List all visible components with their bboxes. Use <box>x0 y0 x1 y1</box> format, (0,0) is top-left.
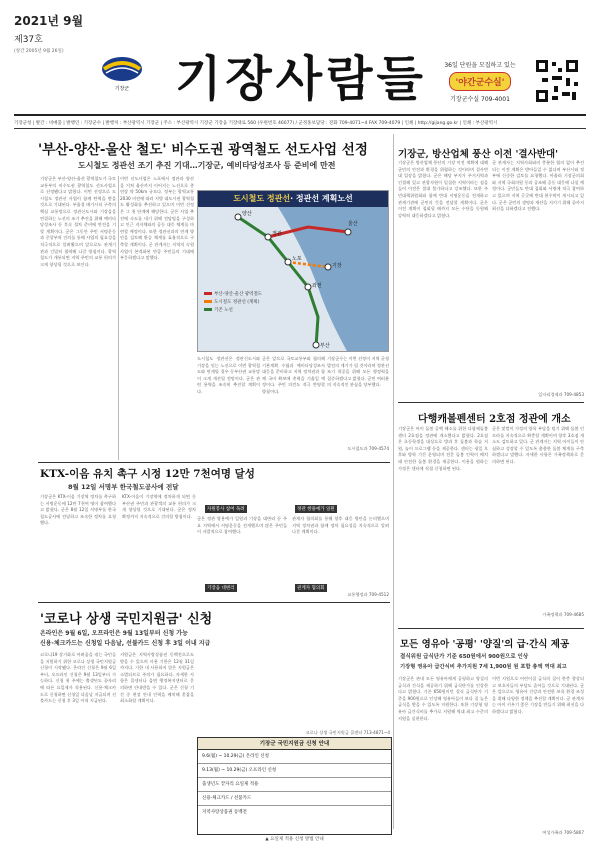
emblem-label: 기장군 <box>114 86 130 92</box>
station-marker <box>265 234 271 240</box>
station-marker <box>325 264 331 270</box>
qr-code-icon[interactable] <box>534 58 580 104</box>
legend-item: 기존 노선 <box>204 307 270 315</box>
right-mid-column-1: 기장군은 아이 돌봄 공백 해소를 위한 다함께돌봄센터 2호점을 정관에 개소했다고 밝혔다. 2호점은 초등학생을 대상으로 방과 후 돌봄과 학습 지원, 놀이 프로그램 등을 제공한다. 센터는 평일 오후와 방학 기간 운영되며 전문 돌봄 인력이 배치돼 안전한 돌봄 환경을 제공한다. 이용을 원하는 가정은 센터에 직접 신청하면 된다. <box>398 426 488 471</box>
station-label: 좌천 <box>312 283 322 289</box>
covid-column-2: 지원금은 지역사랑상품권 동백전으로도 받을 수 있으며 사용 기한은 12월 31일까지다. 기한 내 사용하지 않은 지원금은 소멸되므로 주의가 필요하다. 자세한 사항은 콜센터나 읍면 행정복지센터로 문의하면 안내받을 수 있다. 군은 신청 기간 중 현장 안내 인력을 배치해 혼잡을 최소화할 계획이다. <box>120 652 194 704</box>
schedule-table <box>197 737 392 835</box>
schedule-caption: ▲ 요일제 적용 신청 방법 안내 <box>265 837 324 842</box>
promo-line-2: 기장군수실 709-4001 <box>450 96 510 103</box>
photo-label-4: 관계자 협의회 <box>297 586 325 591</box>
main-story-column-3: 도시철도 정관선은 정관신도시와 기장을 잇는 노선으로 이번 광역철도와 연계될 경우 동부산권 교통망이 크게 개선될 전망이다. 군은 관련 용역을 조속히 추진할 계획이다. <box>197 356 260 394</box>
ktx-column-3: 군은 정관 쌍용예가 일원과 기장읍 대변리 등 주요 지역에서 서명운동을 전개했으며 많은 주민들이 자발적으로 참여했다. <box>197 516 287 535</box>
legend-item: 부산-양산-울산 광역철도 <box>204 291 270 299</box>
main-headline-title: 비수도권 광역철도 선도사업 선정 <box>171 142 368 158</box>
ktx-column-2: KTX-이음이 기장역에 정차하게 되면 동부산권 주민과 관광객의 교통 편의가 크게 향상될 것으로 기대된다. 군은 정차 확정까지 지속적으로 건의할 방침이다. <box>122 494 196 519</box>
legend-item: 도시철도 정관선 (계획) <box>204 299 270 307</box>
ktx-subheadline: 8월 12일 서명부 한국철도공사에 전달 <box>68 483 179 491</box>
right-mid-headline: 다행캐볼펜센터 2호점 정관에 개소 <box>418 414 571 425</box>
right-top-column-1: 기장군은 방산업체 풍산의 기장 이전 계획에 대해 군민의 안전과 환경을 위협하는 것이라며 결사반대 입장을 밝혔다. 군은 해당 부지가 주거지역과 인접해 있고 관광자원이 밀집한 지역이라는 점을 들어 이전은 절대 불가하다고 강조했다. 또한 주민대책위원회와 함께 반대 서명운동을 전개하고 관계기관에 군민의 뜻을 전달할 계획이다. 군은 이전 계획이 철회될 때까지 모든 수단을 동원해 강력히 대응하겠다고 밝혔다. <box>398 160 488 218</box>
founded-date: (창간 2005년 9월 26일) <box>14 49 64 54</box>
right-top-byline: 일자리경제과 709-4853 <box>538 392 584 397</box>
station-label: 울산 <box>348 221 358 227</box>
photo-label-2: 정관 쌍용예가 일원 <box>297 507 335 512</box>
schedule-row: 9.13(월) ~ 10.29(금) 오프라인 신청 <box>198 764 391 778</box>
covid-subheadline-a: 온라인은 9월 6일, 오프라인은 9월 13일부터 신청 가능 <box>40 630 188 637</box>
childcare-subheadline-b: 기장형 영유아 급간식비 추가지원 7세 1,900원 원 포함 총액 역대 최고 <box>400 664 567 670</box>
main-subheadline: 도시철도 정관선 조기 추진 기대…기장군, 예비타당성조사 등 준비에 만전 <box>78 161 336 170</box>
station-label: 정관 <box>272 231 282 237</box>
station-marker <box>285 259 291 265</box>
childcare-column-2: 이번 지원으로 어린이집 급식의 질이 한층 향상되고 보호자들의 부담도 줄어들 것으로 기대된다. 군은 앞으로도 영유아 건강과 안전한 보육 환경 조성을 위해 다양한 정책을 추진할 계획이다. 군 관계자는 아이 키우기 좋은 기장을 만들기 위해 최선을 다하겠다고 밝혔다. <box>492 676 584 714</box>
ktx-column-1: 기장군은 KTX-이음 기장역 정차를 촉구하는 서명운동에 12만 7천여 명이 참여했다고 밝혔다. 군은 8월 12일 서명부를 한국철도공사에 전달하고 조속한 정차를 요청했다. <box>40 494 116 526</box>
ktx-headline: KTX-이음 유치 촉구 시정 12만 7천여명 달성 <box>40 468 255 480</box>
gijang-emblem-logo <box>100 55 144 92</box>
newspaper-title: 기장사람들 <box>175 51 427 107</box>
night-office-promo <box>430 60 530 103</box>
main-story-column-4: 군은 앞으로 국토교통부와 협의해 기본계획 수립과 예비타당성조사 대응을 준비하고 지역 정치권과 함께 국비 확보에 총력을 기울일 예정이다. 주민 의견도 적극 반영할 방침이다. <box>262 356 325 394</box>
covid-headline: '코로나 상생 국민지원금' 신청 <box>40 612 213 627</box>
map-title <box>198 191 388 207</box>
photo-label-3: 기장읍 대변리 <box>207 586 235 591</box>
map-title-a: 도시철도 정관선 <box>233 194 291 203</box>
schedule-row: 9.6(월) ~ 10.29(금) 온라인 신청 <box>198 750 391 764</box>
station-label: 노포 <box>292 256 302 262</box>
masthead-rule <box>14 114 586 116</box>
issue-info <box>14 12 84 54</box>
promo-badge: '야간군수실' <box>449 72 512 91</box>
station-marker <box>305 284 311 290</box>
main-headline-pre: '부산-양산-울산 철도' <box>38 142 167 158</box>
station-label: 부산 <box>320 343 330 349</box>
schedule-title: 기장군 국민지원금 신청 안내 <box>198 738 391 750</box>
main-story-column-1: 기장군은 부산-양산-울산 광역철도가 국토교통부의 비수도권 광역철도 선도사업으로 선정됐다고 밝혔다. 이번 선정으로 도시철도 정관선 사업이 함께 탄력을 받을 것으로 기대된다. 부울경 메가시티 구축의 핵심 교통망으로 정관신도시와 기장읍을 연결하는 노선의 조기 추진을 위해 예비타당성조사 등 후속 절차 준비에 만전을 기할 계획이다. 군은 그동안 주민 서명운동과 중앙부처 건의를 통해 사업의 필요성을 적극적으로 알려왔으며 앞으로도 관계기관과 긴밀히 협력해 나갈 방침이다. 광역철도가 개통되면 지역 주민의 교통 편의가 크게 향상될 것으로 보인다. <box>40 176 116 267</box>
covid-byline: 코로나 상생 국민지원금 콜센터 713-4871~4 <box>305 730 390 735</box>
covid-subheadline-b: 신용·체크카드는 신청일 다음날, 선불카드 신청 후 3일 이내 지급 <box>40 640 211 647</box>
schedule-row: 출생년도 끝자리 요일제 적용 <box>198 778 391 792</box>
main-story-column-5: 기장군수는 이번 선정이 지역 균형발전의 계기가 될 것이라며 정관선 조기 착공을 위해 모든 행정력을 집중하겠다고 밝혔다. 군민 여러분의 지속적인 관심을 당부했다. <box>327 356 389 388</box>
schedule-row: 지역사랑상품권 동백전 <box>202 810 247 815</box>
map-legend <box>204 291 270 315</box>
covid-column-1: 코로나19 장기화로 어려움을 겪는 국민들을 지원하기 위한 코로나 상생 국민지원금 신청이 시작됐다. 온라인 신청은 9월 6일부터, 오프라인 신청은 9월 13일부터 가능하다. 신청 첫 주에는 출생년도 끝자리에 따른 요일제가 적용된다. 신용·체크카드로 신청하면 신청일 다음날 지급되며 선불카드는 신청 후 3일 이내 지급된다. <box>40 652 116 704</box>
right-mid-column-2: 군은 맞벌이 가정의 양육 부담을 덜기 위해 돌봄 인프라를 지속적으로 확충할 계획이며 향후 3호점 개소도 검토하고 있다. 군 관계자는 지역 아이들이 안심하고 성장할 수 있도록 촘촘한 돌봄 체계를 구축하겠다고 말했다. 자세한 사항은 가족정책과로 문의하면 된다. <box>492 426 584 464</box>
promo-line-1: 36일 단원을 모집하고 있는 <box>444 62 516 69</box>
map-title-b: · 정관선 계획노선 <box>290 194 353 203</box>
main-headline <box>38 138 368 158</box>
childcare-headline: 모든 영유아 '공평' '양질'의 급·간식 제공 <box>400 639 570 650</box>
childcare-column-1: 기장군은 관내 모든 영유아에게 공평하고 양질의 급식과 간식을 제공하기 위해 급식단가를 인상한다고 밝혔다. 기존 650원이던 결식 급식단가 기준을 900원으로 인상해 영유아들이 보다 질 높은 급식을 받을 수 있도록 지원한다. 또한 기장형 영유아 급간식비를 추가로 지원해 역대 최고 수준의 지원을 실현한다. <box>398 676 488 721</box>
right-top-headline: 기장군, 방산업체 풍산 이전 '결사반대' <box>398 149 559 160</box>
publisher-info: 기장군청 | 발간 : 비매품 | 발행인 : 기장군수 | 발행처 : 부산광역시 기장군 | 주소 : 부산광역시 기장군 기장읍 기장대로 560 (우편번호 46077) / 군정홍보담당 : 전화 709-4071~4 FAX 709-4079 | 인쇄 | http://gijang.go.kr | 인쇄 : 부산광역시 <box>14 121 498 126</box>
photo-label-1: 자원봉사 참여 독려 <box>207 507 245 512</box>
station-marker <box>313 342 319 348</box>
emblem-icon <box>100 55 144 83</box>
schedule-row: 신용·체크카드 / 선불카드 <box>198 792 391 806</box>
main-story-byline: 도시철도과 709-4574 <box>347 446 389 451</box>
ktx-column-4: 관계자 협의회를 통해 향후 대응 방안을 논의했으며 지역 정치권과 함께 정차 필요성을 지속적으로 알려 나갈 계획이다. <box>292 516 389 535</box>
issue-date: 2021년 9월 <box>14 14 84 28</box>
station-label: 양산 <box>242 211 252 217</box>
station-marker <box>345 229 351 235</box>
railway-route-map <box>197 190 389 352</box>
main-story-column-2: 이번 선도사업은 노포에서 정관과 양산을 거쳐 울산까지 이어지는 노선으로 총 연장 약 50km 규모다. 정부는 광역교통 2030 비전에 따라 지방 대도시권 광역철도 활성화를 추진하고 있으며 이번 선정은 그 첫 단계에 해당한다. 군은 사업 추진에 속도를 내기 위해 전담팀을 구성하고 인근 지자체와의 공동 대응 체계를 마련할 예정이다. 또한 정관선과의 연계 방안을 검토해 환승 체계를 효율적으로 구축할 계획이다. 군 관계자는 지역의 숙원사업이 본격화된 만큼 주민들의 기대에 부응하겠다고 말했다. <box>120 176 194 261</box>
masthead-rule-bottom <box>14 128 586 129</box>
map-graphic <box>198 207 389 352</box>
childcare-byline: 여성가족과 709-5867 <box>542 830 584 835</box>
station-label: 기장 <box>332 263 342 269</box>
ktx-byline: 교통행정과 709-4512 <box>347 592 389 597</box>
station-marker <box>235 214 241 220</box>
issue-number: 제37호 <box>14 35 43 45</box>
childcare-subheadline-a: 결식위원 급식단가 기준 650원에서 900원으로 인상 <box>400 654 529 660</box>
right-mid-byline: 가족정책과 709-4685 <box>542 612 584 617</box>
right-top-column-2: 군 관계자는 지역사회와의 충분한 협의 없이 추진되는 이전 계획은 받아들일 수 없다며 부산시와 정부에 신중한 검토를 요청했다. 아울러 기장군의회와 지역 국회의원 등과 공조해 공동 대응에 나설 예정이다. 군민들도 반대 집회와 서명에 적극 참여하고 있으며 지역 곳곳에 반대 현수막이 게시되고 있다. 군은 군민의 생명과 재산을 지키기 위해 끝까지 최선을 다하겠다고 전했다. <box>492 160 584 212</box>
